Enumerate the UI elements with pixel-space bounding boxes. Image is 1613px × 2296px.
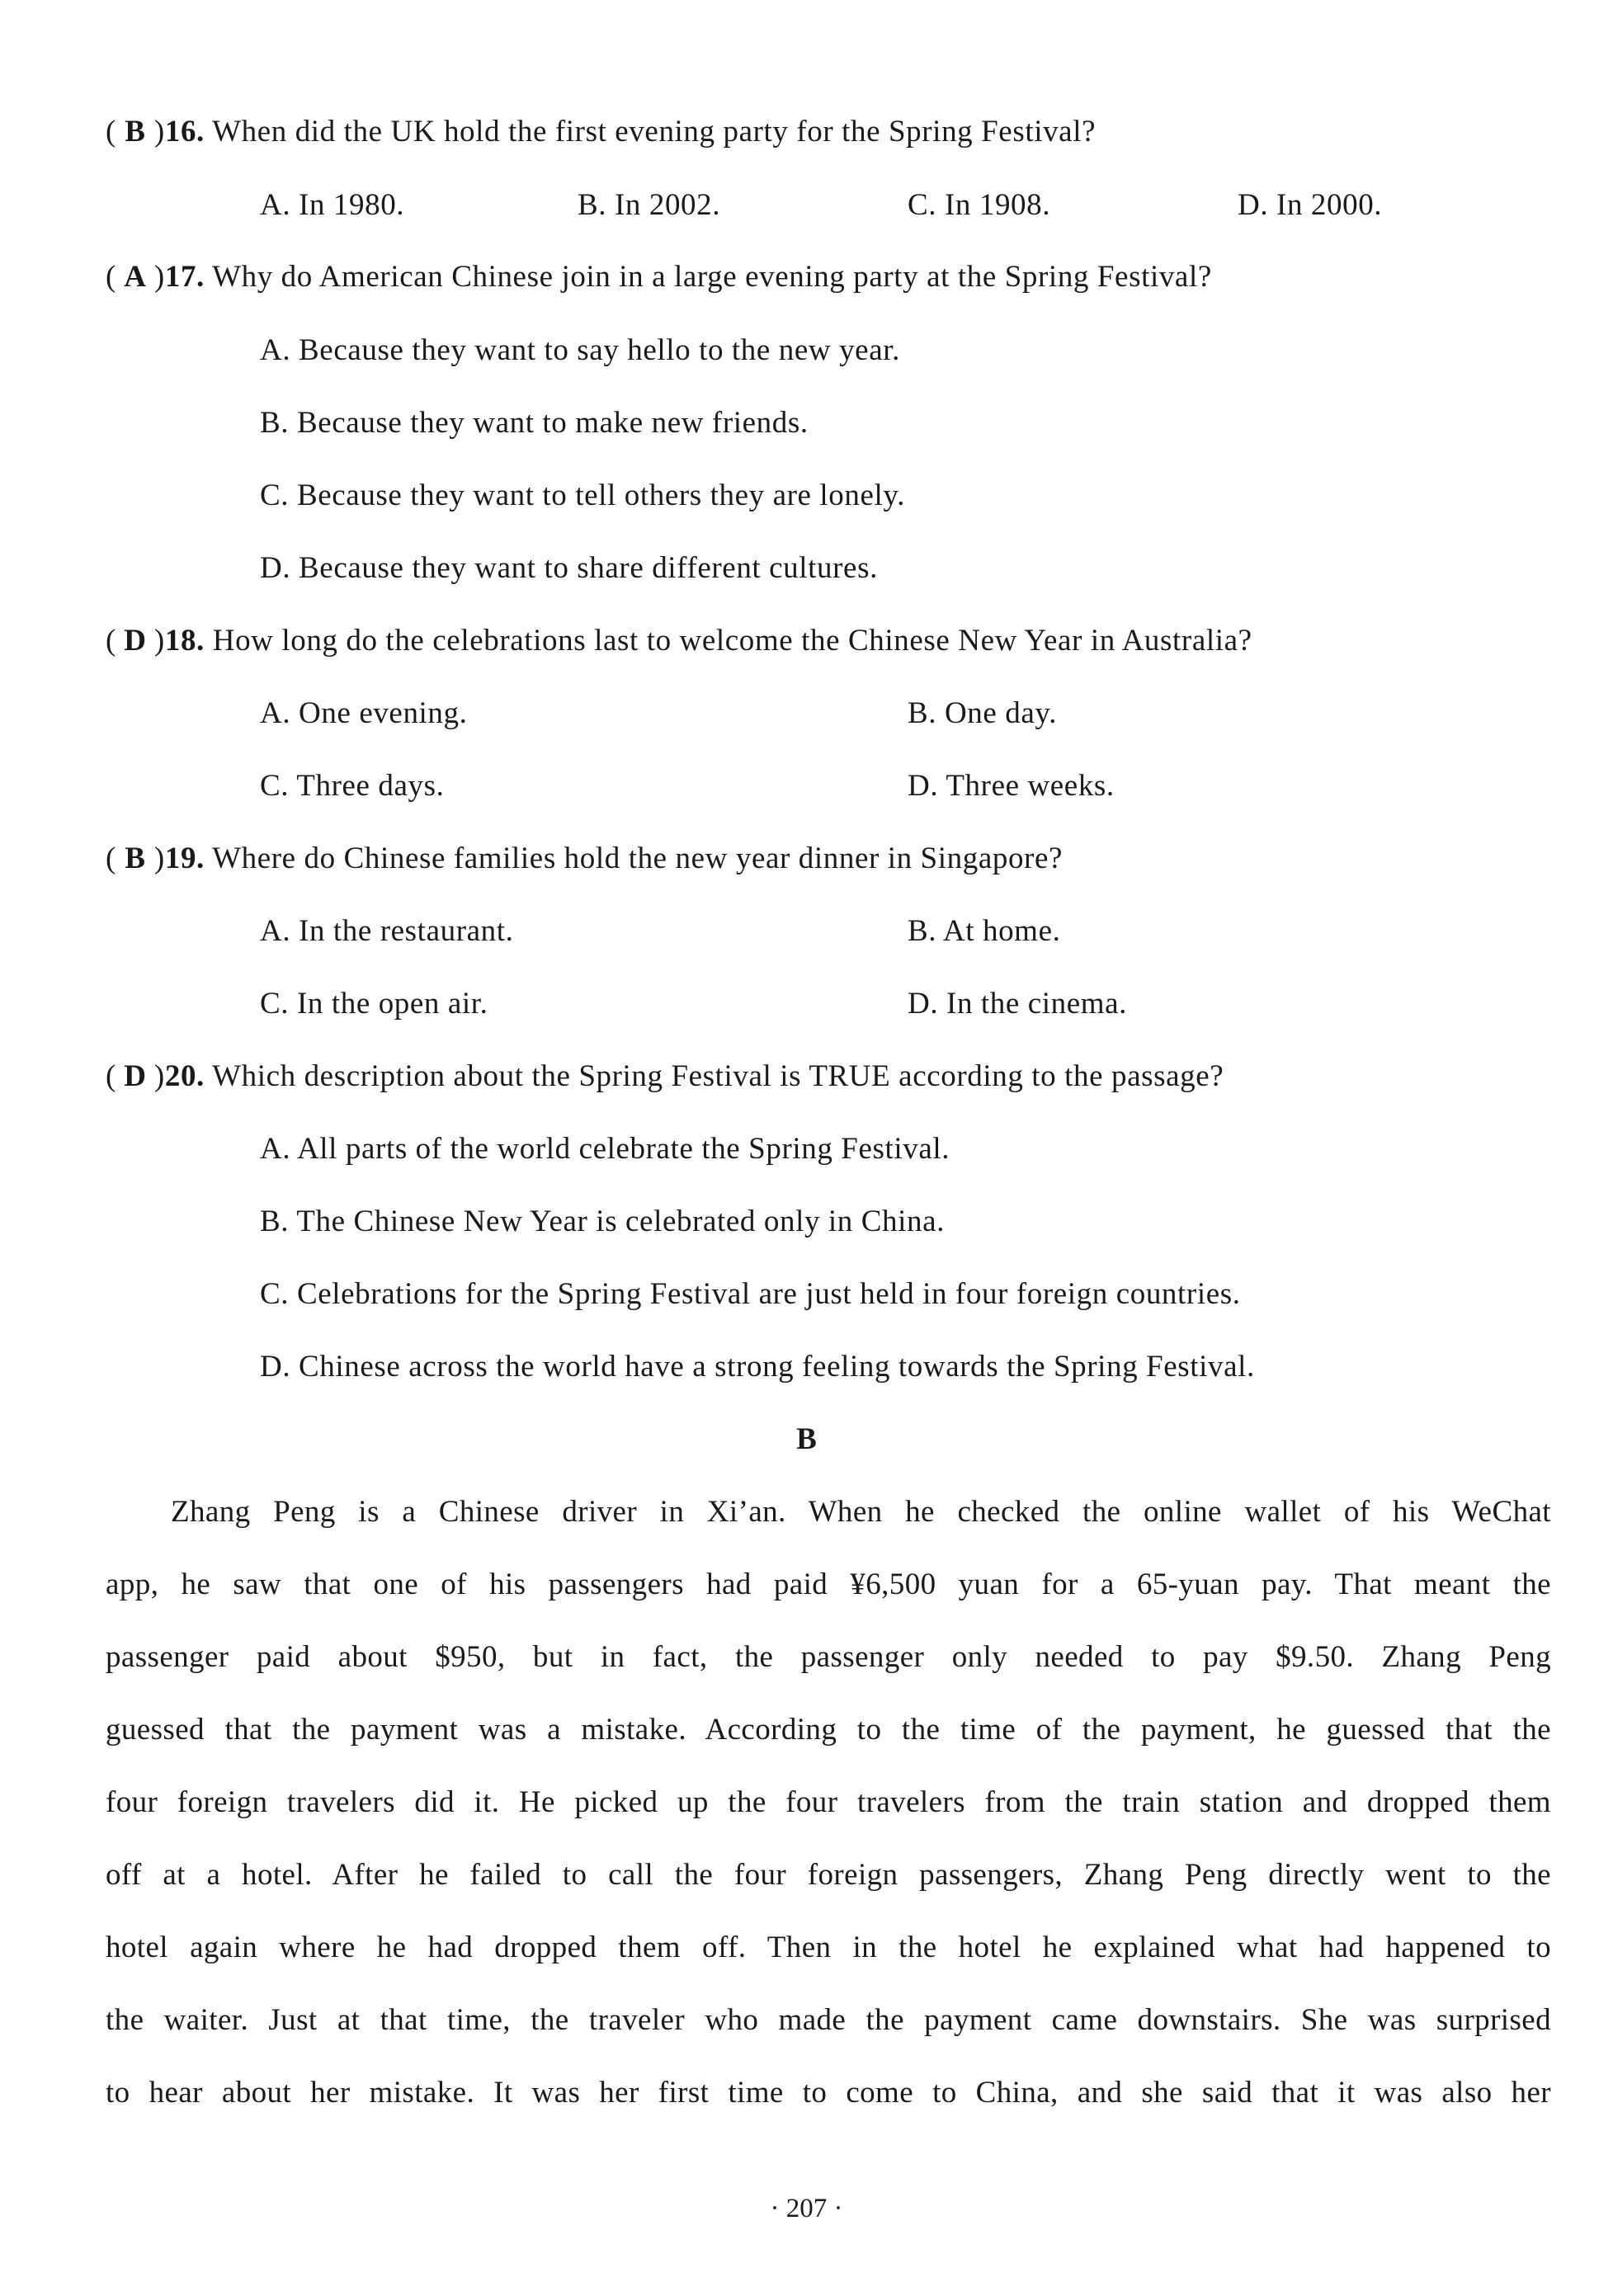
passage-line-8: the waiter. Just at that time, the traveler who made the payment came downstairs. She was surprised xyxy=(106,2003,1551,2037)
option-17c: C. Because they want to tell others they are lonely. xyxy=(260,479,905,512)
option-19d: D. In the cinema. xyxy=(908,987,1128,1021)
question-number: 17. xyxy=(164,260,205,294)
question-text: How long do the celebrations last to welcome the Chinese New Year in Australia? xyxy=(212,624,1252,658)
question-19: ( B )19. Where do Chinese families hold the new year dinner in Singapore? xyxy=(106,839,1063,879)
passage-line-1: Zhang Peng is a Chinese driver in Xi’an. When he checked the online wallet of his WeChat xyxy=(171,1495,1551,1529)
option-20c: C. Celebrations for the Spring Festival are just held in four foreign countries. xyxy=(260,1277,1241,1311)
question-18: ( D )18. How long do the celebrations last to welcome the Chinese New Year in Australia? xyxy=(106,621,1252,661)
option-18b: B. One day. xyxy=(908,696,1057,730)
answer-17: A xyxy=(124,260,147,294)
question-16: ( B )16. When did the UK hold the first evening party for the Spring Festival? xyxy=(106,112,1096,152)
passage-line-3: passenger paid about $950, but in fact, the passenger only needed to pay $9.50. Zhang Peng xyxy=(106,1640,1551,1674)
option-18d: D. Three weeks. xyxy=(908,769,1115,803)
option-20b: B. The Chinese New Year is celebrated only in China. xyxy=(260,1205,945,1238)
question-20: ( D )20. Which description about the Spring Festival is TRUE according to the passage? xyxy=(106,1057,1224,1096)
passage-line-6: off at a hotel. After he failed to call the four foreign passengers, Zhang Peng directly went to the xyxy=(106,1858,1551,1892)
option-16c: C. In 1908. xyxy=(908,188,1051,222)
option-16b: B. In 2002. xyxy=(578,188,721,222)
passage-line-5: four foreign travelers did it. He picked up the four travelers from the train station and dropped them xyxy=(106,1785,1551,1819)
question-text: Where do Chinese families hold the new year dinner in Singapore? xyxy=(212,842,1064,875)
question-number: 16. xyxy=(164,115,205,149)
passage-line-7: hotel again where he had dropped them off. Then in the hotel he explained what had happened to xyxy=(106,1931,1551,1964)
question-text: Why do American Chinese join in a large evening party at the Spring Festival? xyxy=(212,260,1212,294)
option-19b: B. At home. xyxy=(908,914,1061,948)
option-20d: D. Chinese across the world have a strong feeling towards the Spring Festival. xyxy=(260,1350,1255,1384)
question-17: ( A )17. Why do American Chinese join in a large evening party at the Spring Festival? xyxy=(106,257,1212,297)
section-heading: B xyxy=(796,1422,817,1456)
option-18a: A. One evening. xyxy=(260,696,468,730)
page-number: · 207 · xyxy=(770,2194,843,2223)
question-text: Which description about the Spring Festival is TRUE according to the passage? xyxy=(212,1059,1224,1093)
question-number: 19. xyxy=(164,842,205,875)
option-20a: A. All parts of the world celebrate the Spring Festival. xyxy=(260,1132,950,1166)
answer-20: D xyxy=(124,1059,147,1093)
option-19a: A. In the restaurant. xyxy=(260,914,514,948)
option-17a: A. Because they want to say hello to the new year. xyxy=(260,333,900,367)
question-text: When did the UK hold the first evening party for the Spring Festival? xyxy=(212,115,1097,149)
passage-line-9: to hear about her mistake. It was her first time to come to China, and she said that it was also her xyxy=(106,2076,1551,2110)
option-18c: C. Three days. xyxy=(260,769,445,803)
answer-16: B xyxy=(125,115,146,149)
option-17b: B. Because they want to make new friends. xyxy=(260,406,809,440)
option-17d: D. Because they want to share different cultures. xyxy=(260,551,878,585)
passage-line-2: app, he saw that one of his passengers had paid ¥6,500 yuan for a 65-yuan pay. That meant the xyxy=(106,1568,1551,1601)
option-16a: A. In 1980. xyxy=(260,188,405,222)
question-number: 20. xyxy=(164,1059,205,1093)
option-16d: D. In 2000. xyxy=(1238,188,1383,222)
passage-line-4: guessed that the payment was a mistake. According to the time of the payment, he guessed that the xyxy=(106,1713,1551,1747)
answer-18: D xyxy=(124,624,147,658)
question-number: 18. xyxy=(164,624,205,658)
option-19c: C. In the open air. xyxy=(260,987,488,1021)
answer-19: B xyxy=(125,842,146,875)
